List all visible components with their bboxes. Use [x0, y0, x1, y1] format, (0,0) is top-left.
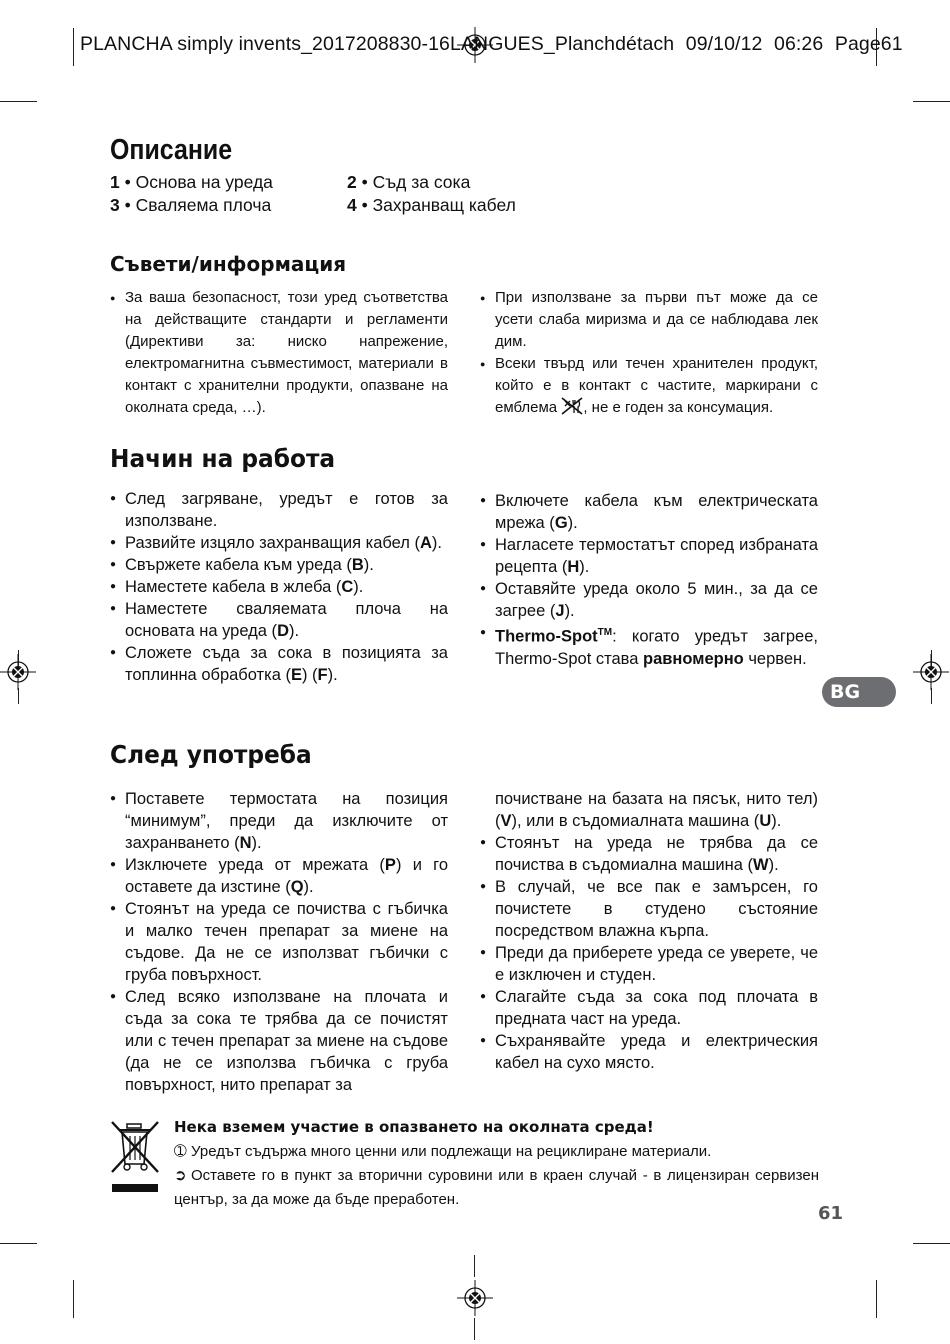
environment-title: Нека вземем участие в опазването на околната среда!	[174, 1118, 654, 1136]
part-item: 2 • Съд за сока	[347, 172, 471, 192]
description-title: Описание	[110, 134, 233, 166]
list-item: ● Наместете сваляемата плоча на основата на уреда (D).	[110, 598, 448, 642]
list-item: ● Наместете кабела в жлеба (C).	[110, 576, 448, 598]
part-item: 3 • Сваляема плоча	[110, 195, 272, 215]
crop-mark	[73, 28, 74, 66]
part-item: 1 • Основа на уреда	[110, 172, 273, 192]
list-item: ● Свържете кабела към уреда (B).	[110, 554, 448, 576]
registration-mark-icon	[0, 654, 36, 690]
list-item: ● За ваша безопасност, този уред съответства на действащите стандарти и регламенти (Директиви за: ниско напрежение, електромагнитна съвместимост, материали в контакт с хранителни продукти, опазване на околната среда, …).	[110, 287, 448, 419]
crop-mark	[876, 1280, 877, 1318]
list-item: ● Развийте изцяло захранващия кабел (A).	[110, 532, 448, 554]
crop-mark	[474, 1255, 475, 1277]
list-item: ● Съхранявайте уреда и електрическия кабел на сухо място.	[480, 1030, 818, 1074]
list-item: ● Стоянът на уреда се почиства с гъбичка и малко течен препарат за миене на съдове. Да не се използват гъбички с груба повърхност.	[110, 898, 448, 986]
crop-mark	[931, 688, 932, 704]
list-item-continuation: почистване на базата на пясък, нито тел) (V), или в съдомиалната машина (U).	[495, 790, 818, 830]
list-item: ● Поставете термостата на позиция “минимум”, преди да изключите от захранването (N).	[110, 788, 448, 854]
crop-mark	[18, 688, 19, 704]
crop-mark	[73, 1280, 74, 1318]
list-item: ● Оставяйте уреда около 5 мин., за да се загрее (J).	[480, 578, 818, 622]
crop-mark	[0, 1243, 37, 1244]
list-item: ● След всяко използване на плочата и съда за сока те трябва да се почистят или с течен препарат за миене на съдове (да не се използва гъбичка с груба повърхност, нито препарат за	[110, 986, 448, 1096]
after-use-title: След употреба	[110, 740, 312, 769]
list-item: ● Преди да приберете уреда се уверете, че е изключен и студен.	[480, 942, 818, 986]
operation-title: Начин на работа	[110, 444, 336, 473]
slug-page: Page61	[834, 33, 903, 55]
slug-date: 09/10/12	[685, 33, 763, 55]
print-slug	[80, 33, 909, 56]
language-badge: BG	[822, 677, 896, 707]
list-item: ● Нагласете термостатът според избраната рецепта (H).	[480, 534, 818, 578]
list-item: ● Thermo-Spot™: когато уредът загрее, Thermo-Spot става равномерно червен.	[480, 622, 818, 670]
crop-mark	[913, 1243, 950, 1244]
not-for-food-emblem-icon	[561, 397, 583, 415]
tips-left-column	[110, 287, 448, 419]
parts-list	[110, 171, 273, 217]
parts-list	[347, 171, 516, 217]
tips-title: Съвети/информация	[110, 252, 347, 276]
info-icon: ➀	[174, 1143, 187, 1160]
environment-line: ➲ Оставете го в пункт за вторични суровини или в краен случай - в лицензиран сервизен център, за да може да бъде преработен.	[174, 1164, 819, 1212]
page-number: 61	[818, 1203, 844, 1224]
crossed-out-bin-icon	[110, 1120, 160, 1194]
operation-right-column	[480, 490, 818, 670]
crop-mark	[0, 101, 37, 102]
operation-left-column	[110, 488, 448, 686]
list-item: ● Сложете съда за сока в позицията за топлинна обработка (E) (F).	[110, 642, 448, 686]
environment-line: ➀ Уредът съдържа много ценни или подлежащи на рециклиране материали.	[174, 1140, 819, 1164]
list-item: ● Включете кабела към електрическата мрежа (G).	[480, 490, 818, 534]
registration-mark-icon	[457, 1280, 493, 1316]
part-item: 4 • Захранващ кабел	[347, 195, 516, 215]
crop-mark	[474, 1318, 475, 1340]
slug-file-rest: LANGUES_Planchdétach	[450, 33, 675, 55]
after-use-right-column	[480, 788, 818, 1074]
list-item: ● Всеки твърд или течен хранителен продукт, който е в контакт с частите, маркирани с емблема , не е годен за консумация.	[480, 353, 818, 419]
crop-mark	[913, 101, 950, 102]
tips-right-column	[480, 287, 818, 419]
slug-file: PLANCHA simply invents_2017208830-16	[80, 33, 450, 55]
list-item: ● Слагайте съда за сока под плочата в предната част на уреда.	[480, 986, 818, 1030]
slug-time: 06:26	[774, 33, 824, 55]
list-item: ● В случай, че все пак е замърсен, го почистете в студено състояние посредством влажна кърпа.	[480, 876, 818, 942]
registration-mark-icon	[913, 654, 949, 690]
arrow-icon: ➲	[174, 1167, 187, 1184]
list-item: ● При използване за първи път може да се усети слаба миризма и да се наблюдава лек дим.	[480, 287, 818, 353]
after-use-left-column	[110, 788, 448, 1096]
list-item: ● Изключете уреда от мрежата (P) и го оставете да изстине (Q).	[110, 854, 448, 898]
list-item: ● След загряване, уредът е готов за използване.	[110, 488, 448, 532]
list-item: ● Стоянът на уреда не трябва да се почиства в съдомиална машина (W).	[480, 832, 818, 876]
